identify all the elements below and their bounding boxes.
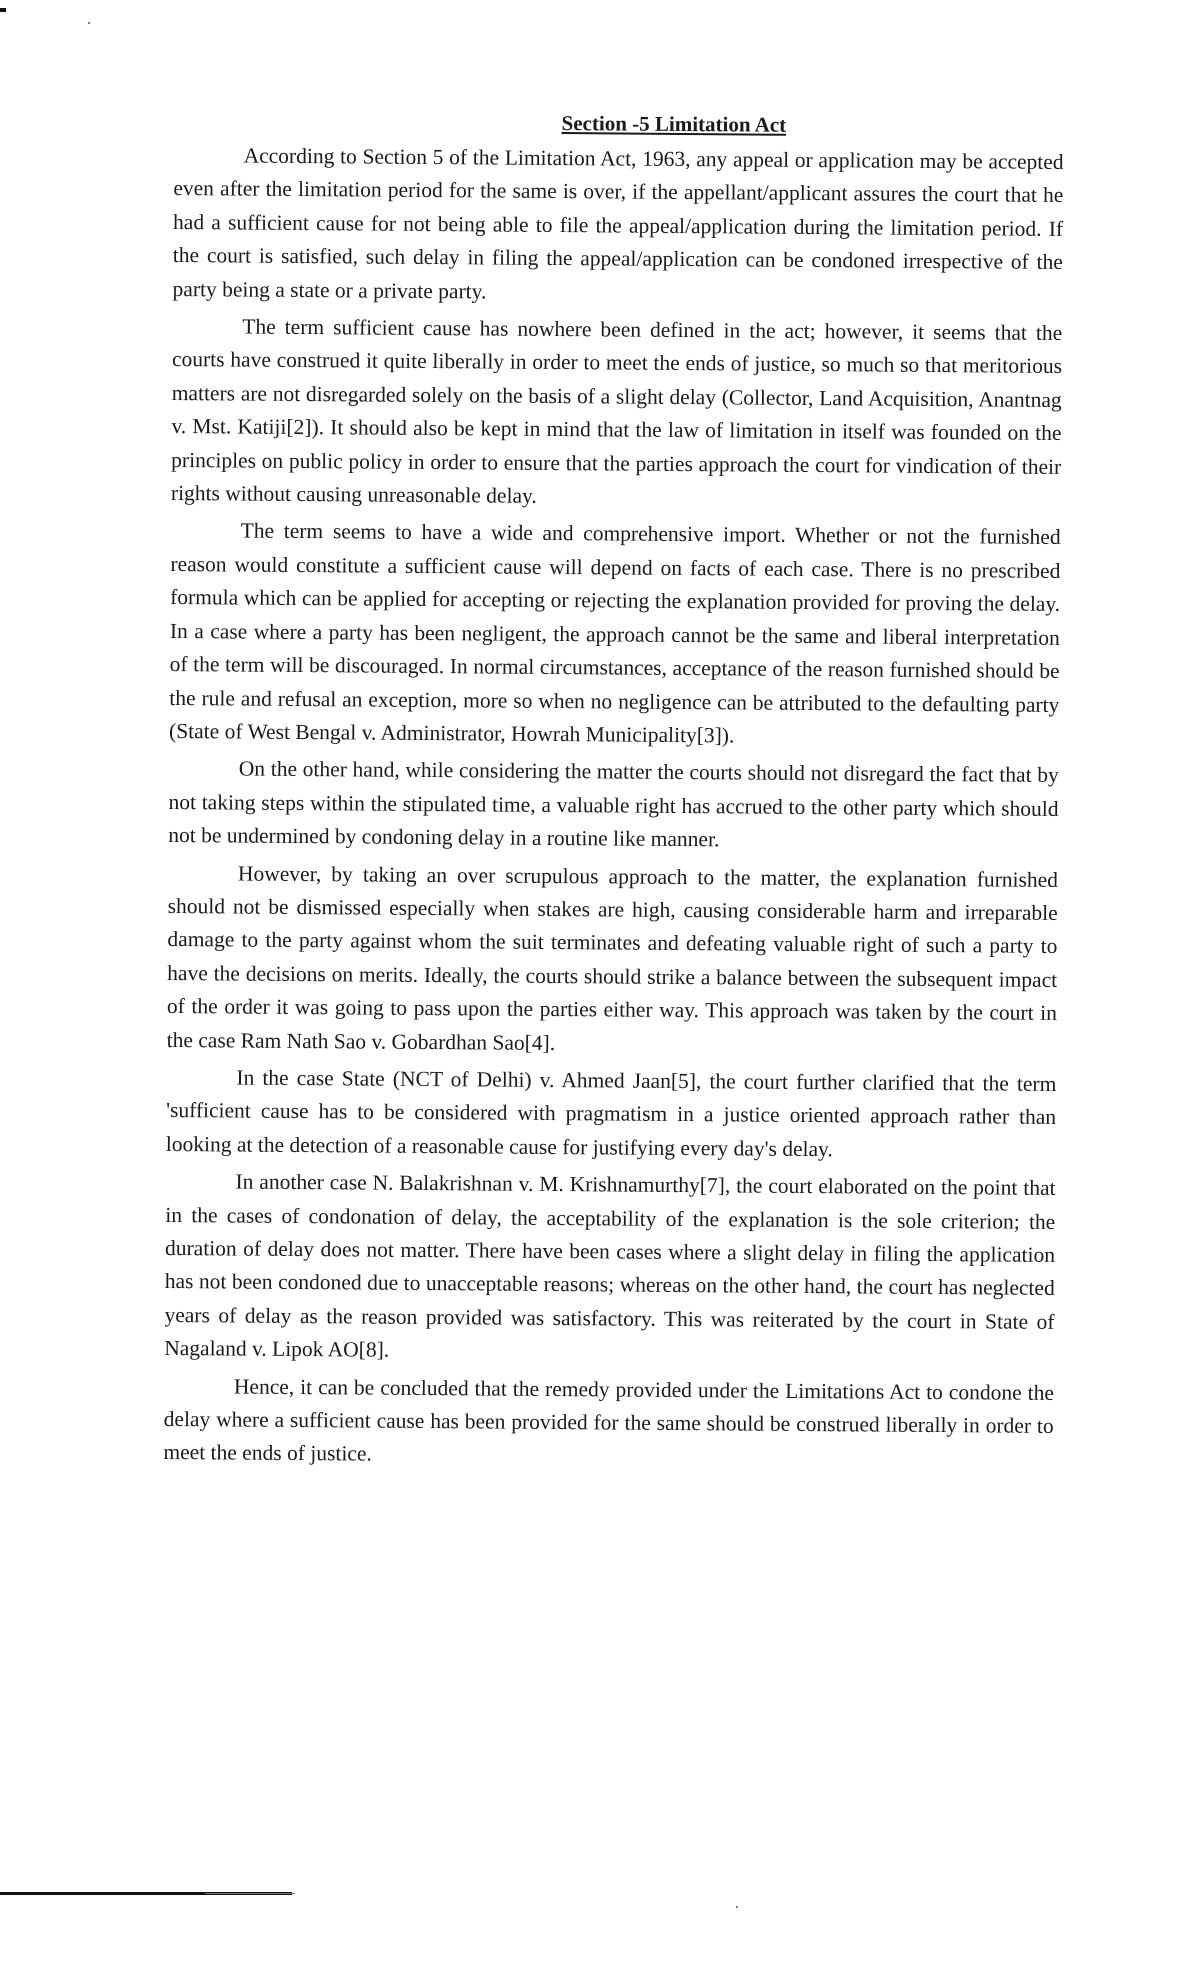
scan-corner-mark — [0, 8, 6, 12]
document-body — [163, 108, 1064, 1481]
scan-speck — [88, 22, 90, 24]
paragraph-6: In the case State (NCT of Delhi) v. Ahmed Jaan[5], the court further clarified that the term 'sufficient cause has to be considered with pragmatism in a justice oriented approach rather than looking at the detection of a reasonable cause for justifying every day's delay. — [165, 1065, 1057, 1161]
footnote-separator-rule-tail — [205, 1893, 295, 1894]
paragraph-4: On the other hand, while considering the matter the courts should not disregard the fact that by not taking steps within the stipulated time, a valuable right has accrued to the other party which should not be undermined by condoning delay in a routine like manner. — [168, 756, 1059, 852]
paragraph-8: Hence, it can be concluded that the remedy provided under the Limitations Act to condone the delay where a sufficient cause has been provided for the same should be construed liberally in order to meet the ends of justice. — [163, 1374, 1055, 1467]
scan-speck — [736, 1906, 738, 1908]
paragraph-3: The term seems to have a wide and comprehensive import. Whether or not the furnished reason would constitute a sufficient cause will depend on facts of each case. There is no prescribed formula which can be applied for accepting or rejecting the explanation provided for proving the delay. In a case where a party has been negligent, the approach cannot be the same and liberal interpretation of the term will be discouraged. In normal circumstances, acceptance of the reason furnished should be the rule and refusal an exception, more so when no negligence can be attributed to the defaulting party (State of West Bengal v. Administrator, Howrah Municipality[3]). — [169, 519, 1061, 748]
paragraph-1: According to Section 5 of the Limitation Act, 1963, any appeal or application may be accepted even after the limitation period for the same is over, if the appellant/applicant assures the court that he had a sufficient cause for not being able to file the appeal/application during the limitation period. If the court is satisfied, such delay in filing the appeal/application can be condoned irrespective of the party being a state or a private party. — [172, 143, 1064, 304]
document-title: Section -5 Limitation Act — [561, 111, 787, 137]
paragraph-2: The term sufficient cause has nowhere been defined in the act; however, it seems that the courts have construed it quite liberally in order to meet the ends of justice, so much so that meritorious matters are not disregarded solely on the basis of a slight delay (Collector, Land Acquisition, Anantnag v. Mst. Katiji[2]). It should also be kept in mind that the law of limitation in itself was founded on the principles on public policy in order to ensure that the parties approach the court for vindication of their rights without causing unreasonable delay. — [170, 314, 1063, 508]
paragraph-5: However, by taking an over scrupulous approach to the matter, the explanation furnished should not be dismissed especially when stakes are high, causing considerable harm and irreparable damage to the party against whom the suit terminates and defeating valuable right of such a party to have the decisions on merits. Ideally, the courts should strike a balance between the subsequent impact of the order it was going to pass upon the parties either way. This approach was taken by the court in the case Ram Nath Sao v. Gobardhan Sao[4]. — [166, 861, 1059, 1055]
paragraph-7: In another case N. Balakrishnan v. M. Krishnamurthy[7], the court elaborated on the point that in the cases of condonation of delay, the acceptability of the explanation is the sole criterion; the duration of delay does not matter. There have been cases where a slight delay in filing the application has not been condoned due to unacceptable reasons; whereas on the other hand, the court has neglected years of delay as the reason provided was satisfactory. This was reiterated by the court in State of Nagaland v. Lipok AO[8]. — [164, 1169, 1056, 1362]
